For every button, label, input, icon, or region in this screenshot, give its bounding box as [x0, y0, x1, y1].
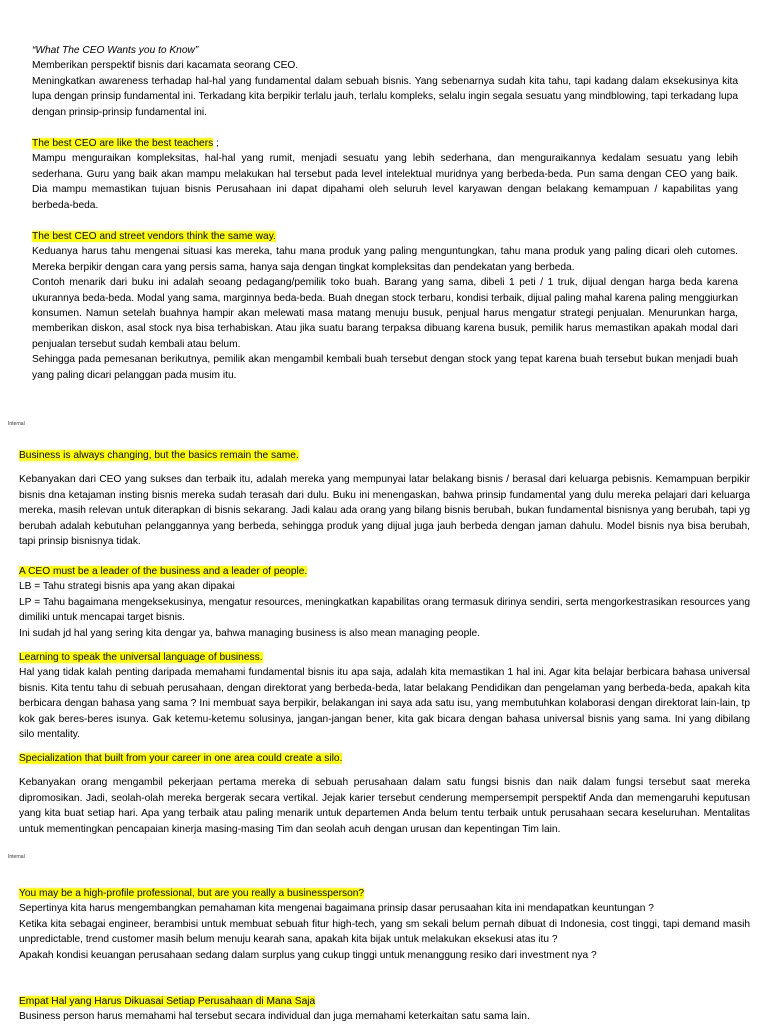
section-line: LP = Tahu bagaimana mengeksekusinya, mengatur resources, meningkatkan kapabilitas orang termasuk dirinya sendiri, serta mengorkestrasikan resources yang dimiliki untuk mencapai target bisnis. — [19, 596, 750, 624]
section-heading: Business is always changing, but the basics remain the same. — [19, 450, 299, 461]
heading-suffix: ; — [213, 138, 219, 149]
section-heading: Specialization that built from your career in one area could create a silo. — [19, 753, 343, 764]
section-line: LB = Tahu strategi bisnis apa yang akan dipakai — [19, 581, 235, 593]
intro-paragraph: Meningkatkan awareness terhadap hal-hal yang fundamental dalam sebuah bisnis. Yang sebenarnya sudah kita tahu, tapi kadang dalam eksekusinya kita lupa dengan prinsip fundamental ini. Terkadang kita berpikir terlalu jauh, terlalu kompleks, selalu ingin segala sesuatu yang mindblowing, tapi terkadang lupa dengan prinsip-prinsip fundamental ini. — [32, 75, 738, 118]
section-heading: A CEO must be a leader of the business and a leader of people. — [19, 566, 308, 577]
section-paragraph: Sehingga pada pemesanan berikutnya, pemilik akan mengambil kembali buah tersebut dengan stock yang tepat karena buah tersebut bukan menjadi buah yang paling dicari pelanggan pada musim itu. — [32, 354, 738, 381]
section-line: Apakah kondisi keuangan perusahaan sedang dalam surplus yang cukup tinggi untuk menanggung resiko dari investment nya ? — [19, 949, 597, 961]
section-heading: Empat Hal yang Harus Dikuasai Setiap Perusahaan di Mana Saja — [19, 996, 316, 1007]
internal-label: Internal — [8, 854, 25, 860]
intro-line: Memberikan perspektif bisnis dari kacamata seorang CEO. — [32, 60, 299, 72]
internal-label: Internal — [8, 421, 25, 427]
section-business-changing — [19, 448, 750, 549]
section-specialization-silo — [19, 751, 750, 837]
section-street-vendors — [32, 229, 738, 383]
section-heading-line — [19, 650, 750, 665]
section-ceo-leader — [19, 564, 750, 641]
section-businessperson — [19, 886, 750, 963]
section-universal-language — [19, 650, 750, 742]
section-four-things — [19, 994, 750, 1025]
section-intro — [32, 43, 738, 120]
section-heading-line — [19, 994, 750, 1009]
section-body: Kebanyakan orang mengambil pekerjaan pertama mereka di sebuah perusahaan dalam satu fungsi bisnis dan naik dalam fungsi tersebut saat mereka dipromosikan. Jadi, seolah-olah mereka bergerak secara vertikal. Jejak karier tersebut cenderung mempersempit perspektif Anda dan memengaruhi keputusan yang kita buat setiap hari. Apa yang terbaik atau paling menarik untuk departemen Anda belum tentu terbaik untuk perusahaan secara keseluruhan. Mentalitas untuk mementingkan pencapaian kinerja masing-masing Tim dan seolah acuh dengan urusan dan kepentingan Tim lain. — [19, 777, 750, 835]
section-heading-line — [19, 448, 750, 463]
section-paragraph: Keduanya harus tahu mengenai situasi kas mereka, tahu mana produk yang paling menguntungkan, tahu mana produk yang paling dicari oleh cutomes. Mereka berpikir dengan cara yang persis sama, hanya saja dengan tingkat kompleksitas dan pendekatan yang berbeda. — [32, 246, 738, 273]
section-heading: The best CEO and street vendors think the same way. — [32, 231, 276, 242]
section-paragraph: Contoh menarik dari buku ini adalah seoang pedagang/pemilik toko buah. Barang yang sama, dibeli 1 peti / 1 truk, dijual dengan harga beda karena ukurannya beda-beda. Modal yang sama, marginnya beda-beda. Buah dnegan stock terbaru, kondisi terbaik, dijual paling mahal karena paling menggiurkan konsumen. Namun setelah buahnya hampir akan melewati masa matang menuju busuk, penjual harus mengatur strategi penjualan. Menurunkan harga, memberikan diskon, asal stock nya bisa terhabiskan. Atau jika suatu barang terpaksa dibuang karena busuk, pemilik harus memastikan apakah modal dari penjualan tersebut sudah kembali atau belum. — [32, 277, 738, 350]
section-heading-line — [19, 564, 750, 579]
section-body: Mampu menguraikan kompleksitas, hal-hal yang rumit, menjadi sesuatu yang lebih sederhana, dan menguraikannya kedalam sesuatu yang lebih sederhana. Guru yang baik akan mampu melakukan hal tersebut pada level intelektual muridnya yang berbeda-beda. Pun sama dengan CEO yang baik. Dia mampu memastikan tujuan bisnis Perusahaan ini dapat dipahami oleh seluruh level karyawan dengan belakang kemampuan / kapabilitas yang berbeda-beda. — [32, 153, 738, 211]
section-ceo-teachers — [32, 136, 738, 213]
section-line: Ini sudah jd hal yang sering kita dengar ya, bahwa managing business is also mean managing people. — [19, 627, 480, 639]
book-title: “What The CEO Wants you to Know” — [32, 45, 199, 56]
section-heading: Learning to speak the universal language of business. — [19, 652, 263, 663]
section-heading-line — [32, 229, 738, 244]
section-line: Sepertinya kita harus mengembangkan pemahaman kita mengenai bagaimana prinsip dasar perusaahan kita ini mendapatkan keuntungan ? — [19, 903, 654, 915]
section-body: Business person harus memahami hal tersebut secara individual dan juga memahami keterkaitan satu sama lain. — [19, 1011, 530, 1023]
section-body: Kebanyakan dari CEO yang sukses dan terbaik itu, adalah mereka yang mempunyai latar belakang bisnis / berasal dari keluarga pebisnis. Kemampuan berpikir bisnis dna ketajaman insting bisnis mereka sudah terasah dari dulu. Buku ini menengaskan, bahwa prinsip fundamental yang dulu mereka pelajari dari keluarga mereka, masih relevan untuk diterapkan di bisnis sekarang. Jadi kalau ada orang yang bilang bisnis berubah, bukan fundamental bisnisnya yang berubah, tapi yg berubah adalah kebutuhan pelanggannya yang berbeda, sehingga produk yang dijual juga jauh berbeda dengan jaman dahulu. Model bisnis nya bisa berubah, tapi prinsip bisnisnya tidak. — [19, 474, 750, 548]
section-heading-line — [19, 751, 750, 766]
section-body: Hal yang tidak kalah penting daripada memahami fundamental bisnis itu apa saja, adalah kita memastikan 1 hal ini. Agar kita belajar berbicara bahasa universal bisnis. Kita tentu tahu di sebuah perusahaan, dengan direktorat yang berbeda-beda, latar belakang Pendidikan dan pengelaman yang berbeda-beda, apakah kita berbicara dengan bahasa yang sama ? Ini membuat saya berpikir, belakangan ini saya ada satu isu, yang membutuhkan kolaborasi dengan direktorat lain-lain, tp kok gak beres-beres isunya. Gak ketemu-ketemu solusinya, jangan-jangan bener, kita gak bicara dengan bahasa universal bisnis yang sama. Ini yang dibilang silo mentality. — [19, 667, 750, 741]
section-heading-line — [19, 886, 750, 901]
section-heading: You may be a high-profile professional, but are you really a businessperson? — [19, 888, 365, 899]
section-heading-line — [32, 136, 738, 151]
section-line: Ketika kita sebagai engineer, berambisi untuk membuat sebuah fitur high-tech, yang sm sekali belum pernah dibuat di Indonesia, cost tinggi, tapi demand masih unpredictable, trend customer masih belum menuju kearah sana, apakah kita bijak untuk melakukan eksekusi atas itu ? — [19, 918, 750, 946]
section-heading: The best CEO are like the best teachers — [32, 138, 214, 149]
